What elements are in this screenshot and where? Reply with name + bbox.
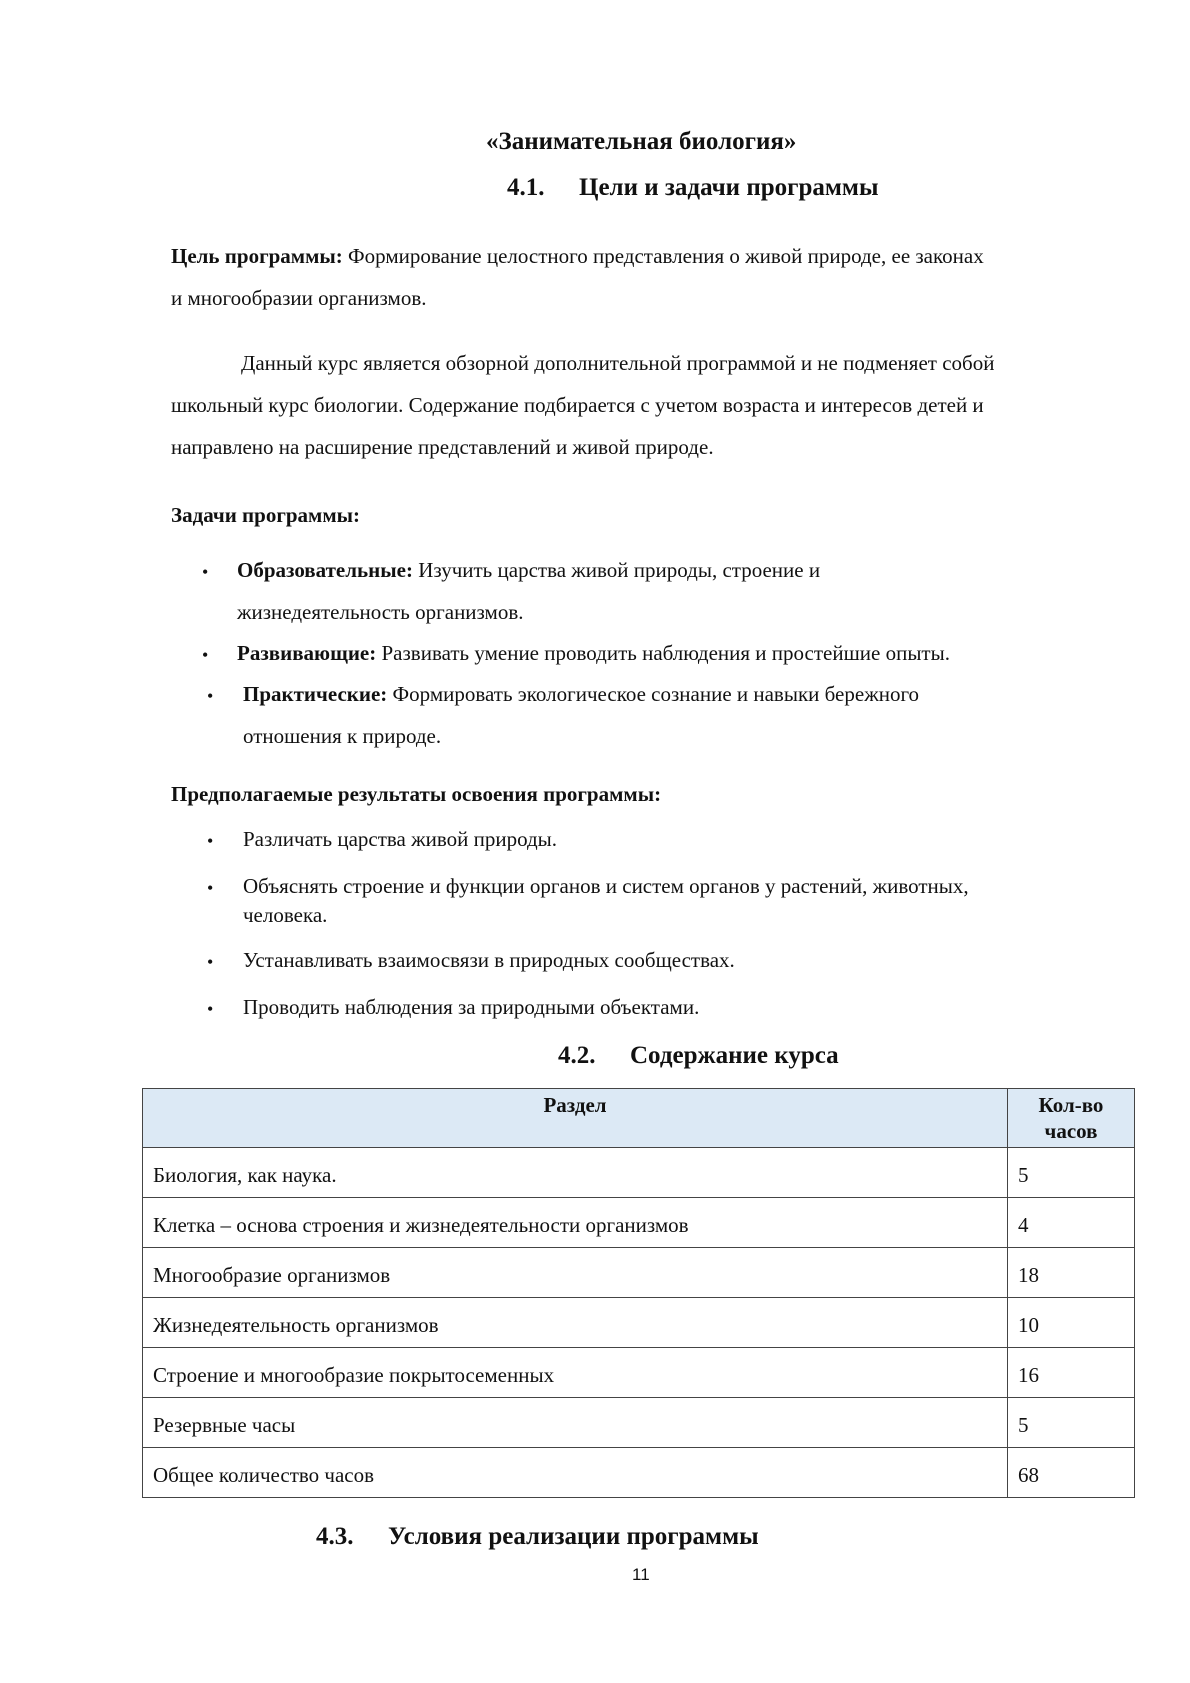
table-header-row xyxy=(143,1089,1135,1148)
table-row xyxy=(143,1298,1135,1348)
table-row xyxy=(143,1248,1135,1298)
goal-text: Формирование целостного представления о живой природе, ее законах xyxy=(342,244,984,268)
task-item-developing xyxy=(237,643,950,664)
task-item-educational-cont: жизнедеятельность организмов. xyxy=(237,600,524,624)
cell-hours: 4 xyxy=(1008,1198,1135,1248)
task-item-practical-cont: отношения к природе. xyxy=(243,724,442,748)
intro-line-3: направлено на расширение представлений и живой природе. xyxy=(171,435,714,459)
bullet-icon: • xyxy=(202,562,209,582)
section-title: Цели и задачи программы xyxy=(579,174,879,201)
cell-section: Жизнедеятельность организмов xyxy=(143,1298,1008,1348)
cell-hours: 10 xyxy=(1008,1298,1135,1348)
task-label: Развивающие: xyxy=(237,641,377,665)
section-number: 4.2. xyxy=(558,1042,596,1069)
intro-line-1: Данный курс является обзорной дополнительной программой и не подменяет собой xyxy=(241,351,995,375)
cell-hours: 16 xyxy=(1008,1348,1135,1398)
section-heading-4-2 xyxy=(558,1042,839,1070)
cell-hours: 68 xyxy=(1008,1448,1135,1498)
document-title: «Занимательная биология» xyxy=(486,128,797,155)
cell-section: Общее количество часов xyxy=(143,1448,1008,1498)
goal-line-1 xyxy=(171,246,984,267)
cell-section: Резервные часы xyxy=(143,1398,1008,1448)
bullet-icon: • xyxy=(202,645,209,665)
goal-label: Цель программы: xyxy=(171,244,343,268)
task-text: Формировать экологическое сознание и навыки бережного xyxy=(387,682,920,706)
cell-hours: 5 xyxy=(1008,1148,1135,1198)
column-header-section: Раздел xyxy=(143,1089,1008,1148)
table-row xyxy=(143,1148,1135,1198)
intro-line-2: школьный курс биологии. Содержание подбирается с учетом возраста и интересов детей и xyxy=(171,393,984,417)
task-item-practical xyxy=(243,684,919,705)
section-number: 4.3. xyxy=(316,1523,354,1550)
result-item-cont: человека. xyxy=(243,903,328,927)
bullet-icon: • xyxy=(207,831,214,851)
section-title: Условия реализации программы xyxy=(388,1523,759,1550)
table-row xyxy=(143,1398,1135,1448)
result-item: Объяснять строение и функции органов и систем органов у растений, животных, xyxy=(243,874,969,898)
table-row-total xyxy=(143,1448,1135,1498)
task-text: Изучить царства живой природы, строение и xyxy=(412,558,821,582)
task-text: Развивать умение проводить наблюдения и простейшие опыты. xyxy=(376,641,950,665)
bullet-icon: • xyxy=(207,952,214,972)
page-number: 11 xyxy=(632,1565,650,1584)
section-heading-4-3 xyxy=(316,1523,759,1551)
cell-section: Строение и многообразие покрытосеменных xyxy=(143,1348,1008,1398)
section-number: 4.1. xyxy=(507,174,545,201)
cell-section: Многообразие организмов xyxy=(143,1248,1008,1298)
task-item-educational xyxy=(237,560,820,581)
course-content-table xyxy=(142,1088,1135,1498)
bullet-icon: • xyxy=(207,878,214,898)
bullet-icon: • xyxy=(207,686,214,706)
table-row xyxy=(143,1348,1135,1398)
cell-hours: 18 xyxy=(1008,1248,1135,1298)
result-item: Устанавливать взаимосвязи в природных сообществах. xyxy=(243,948,735,972)
cell-hours: 5 xyxy=(1008,1398,1135,1448)
tasks-heading: Задачи программы: xyxy=(171,503,361,527)
task-label: Практические: xyxy=(243,682,388,706)
cell-section: Биология, как наука. xyxy=(143,1148,1008,1198)
task-label: Образовательные: xyxy=(237,558,413,582)
results-heading: Предполагаемые результаты освоения программы: xyxy=(171,782,662,806)
goal-line-2: и многообразии организмов. xyxy=(171,286,427,310)
result-item: Различать царства живой природы. xyxy=(243,827,558,851)
bullet-icon: • xyxy=(207,999,214,1019)
column-header-hours: Кол-во часов xyxy=(1008,1089,1135,1148)
section-title: Содержание курса xyxy=(630,1042,839,1069)
result-item: Проводить наблюдения за природными объектами. xyxy=(243,995,700,1019)
section-heading-4-1 xyxy=(507,174,878,202)
cell-section: Клетка – основа строения и жизнедеятельности организмов xyxy=(143,1198,1008,1248)
table-row xyxy=(143,1198,1135,1248)
